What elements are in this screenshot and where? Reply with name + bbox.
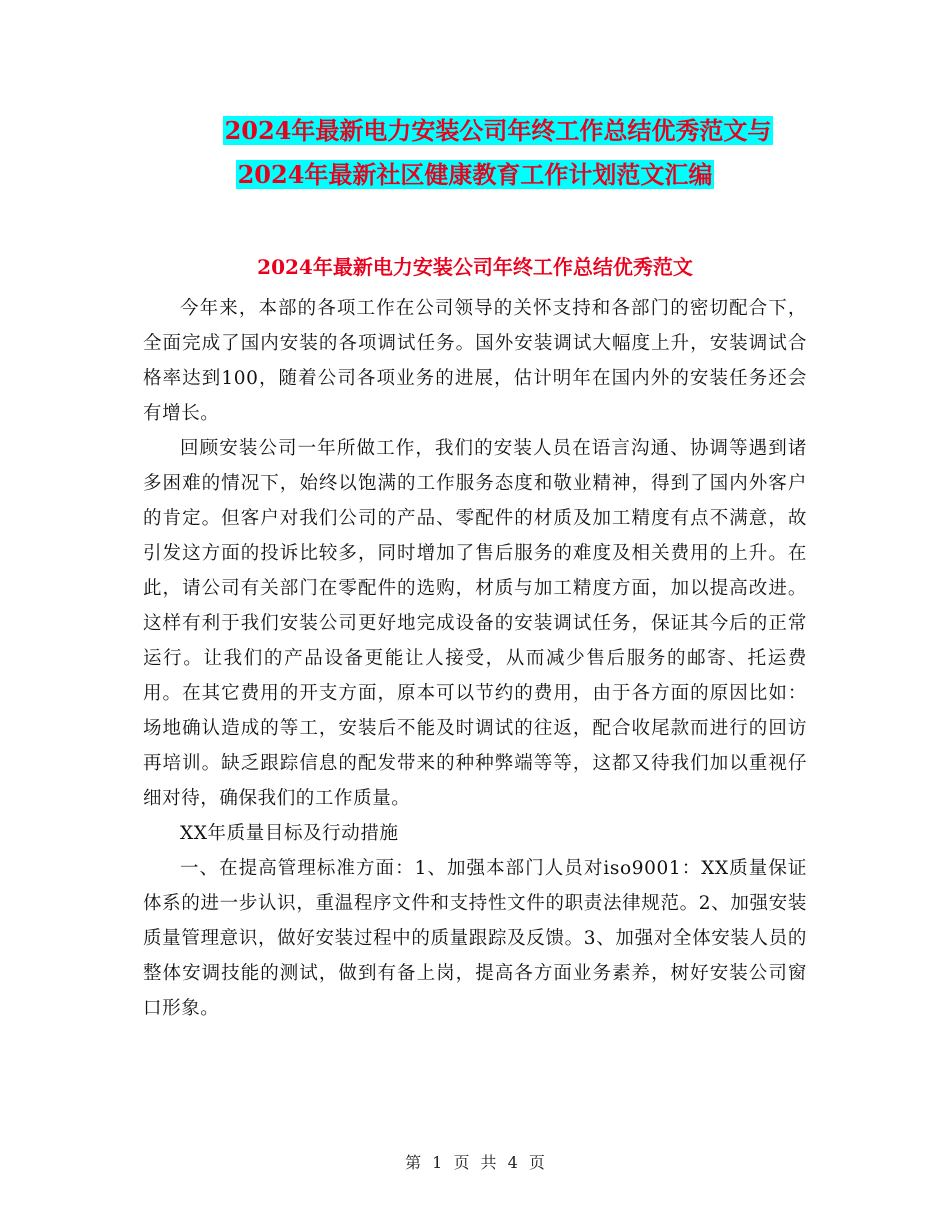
title-line-2-text: 2024年最新社区健康教育工作计划范文汇编 (237, 160, 713, 189)
section-heading: 2024年最新电力安装公司年终工作总结优秀范文 (257, 255, 693, 279)
page-footer: 第 1 页 共 4 页 (405, 1153, 545, 1172)
paragraph: 回顾安装公司一年所做工作，我们的安装人员在语言沟通、协调等遇到诸多困难的情况下，始终以饱满的工作服务态度和敬业精神，得到了国内外客户的肯定。但客户对我们公司的产品、零配件的材质及加工精度有点不满意，故引发这方面的投诉比较多，同时增加了售后服务的难度及相关费用的上升。在此，请公司有关部门在零配件的选购，材质与加工精度方面，加以提高改进。这样有利于我们安装公司更好地完成设备的安装调试任务，保证其今后的正常运行。让我们的产品设备更能让人接受，从而减少售后服务的邮寄、托运费用。在其它费用的开支方面，原本可以节约的费用，由于各方面的原因比如：场地确认造成的等工，安装后不能及时调试的往返，配合收尾款而进行的回访再培训。缺乏跟踪信息的配发带来的种种弊端等等，这都又待我们加以重视仔细对待，确保我们的工作质量。 (143, 438, 807, 809)
title-line-1-text: 2024年最新电力安装公司年终工作总结优秀范文与 (224, 116, 772, 145)
document-title-line-2 (0, 158, 950, 192)
paragraph: 一、在提高管理标准方面：1、加强本部门人员对iso9001：XX质量保证体系的进一步认识，重温程序文件和支持性文件的职责法律规范。2、加强安装质量管理意识，做好安装过程中的质量跟踪及反馈。3、加强对全体安装人员的整体安调技能的测试，做到有备上岗，提高各方面业务素养，树好安装公司窗口形象。 (143, 858, 807, 1019)
document-title-line-1 (0, 114, 950, 148)
paragraph: XX年质量目标及行动措施 (180, 823, 399, 844)
body-text (143, 291, 807, 1026)
paragraph: 今年来，本部的各项工作在公司领导的关怀支持和各部门的密切配合下，全面完成了国内安装的各项调试任务。国外安装调试大幅度上升，安装调试合格率达到100，随着公司各项业务的进展，估计明年在国内外的安装任务还会有增长。 (143, 298, 807, 424)
